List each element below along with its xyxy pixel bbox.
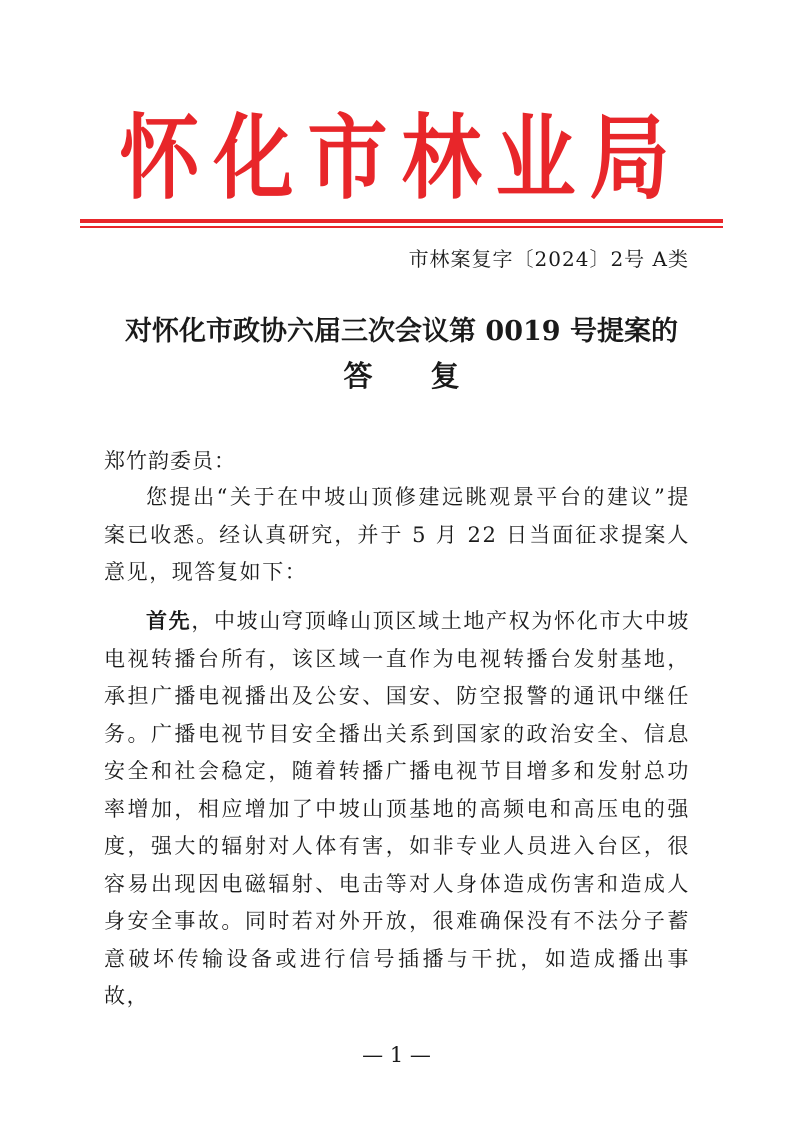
doc-title-line1: 对怀化市政协六届三次会议第 0019 号提案的 bbox=[125, 316, 678, 347]
header-divider-thick bbox=[80, 219, 723, 223]
doc-title-line2: 答 复 bbox=[343, 359, 484, 393]
doc-number: 市林案复字〔2024〕2号 A类 bbox=[408, 247, 689, 271]
page-number: — 1 — bbox=[362, 1043, 431, 1067]
paragraph-lead: 首先 bbox=[146, 608, 192, 633]
paragraph-intro: 您提出“关于在中坡山顶修建远眺观景平台的建议”提案已收悉。经认真研究，并于 5 月 22 日当面征求提案人意见，现答复如下： bbox=[104, 485, 690, 584]
header-divider-thin bbox=[80, 226, 723, 228]
paragraph-body: ，中坡山穹顶峰山顶区域土地产权为怀化市大中坡电视转播台所有，该区域一直作为电视转播台发射基地，承担广播电视播出及公安、国安、防空报警的通讯中继任务。广播电视节目安全播出关系到国家的政治安全、信息安全和社会稳定，随着转播广播电视节目增多和发射总功率增加，相应增加了中坡山顶基地的高频电和高压电的强度，强大的辐射对人体有害，如非专业人员进入台区，很容易出现因电磁辐射、电击等对人身体造成伤害和造成人身安全事故。同时若对外开放，很难确保没有不法分子蓄意破坏传输设备或进行信号插播与干扰，如造成播出事故， bbox=[104, 609, 690, 1008]
paragraph-first-point bbox=[104, 602, 690, 1016]
salutation: 郑竹韵委员： bbox=[104, 449, 236, 473]
org-title: 怀化市林业局 bbox=[119, 103, 684, 213]
